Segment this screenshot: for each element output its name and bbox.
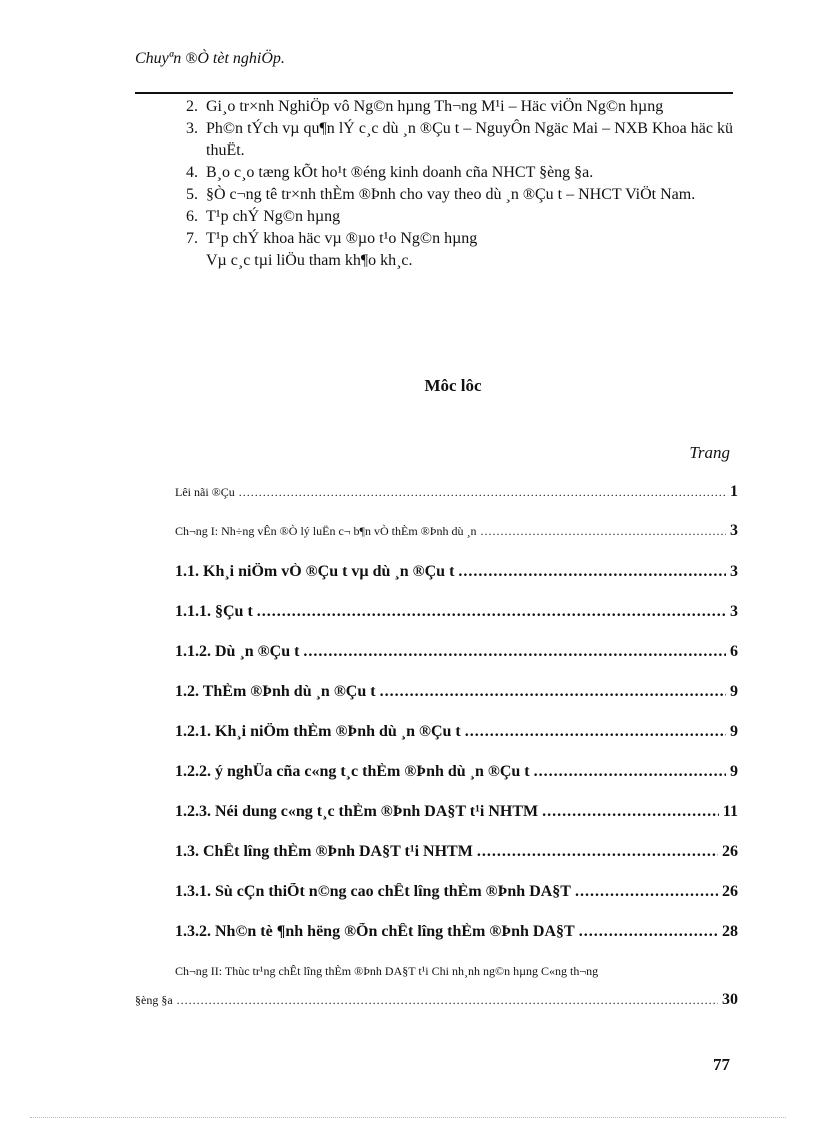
toc-chapter2-title-cont: §èng §a xyxy=(135,993,173,1007)
toc-entry xyxy=(175,683,738,705)
toc-entry-text: 1.3.1. Sù cÇn thiÕt n©ng cao chÊt lîng thÈm ®Þnh DA§T xyxy=(175,883,571,900)
toc-leader-dots xyxy=(579,923,718,941)
toc-entry xyxy=(175,883,738,905)
toc-leader-dots xyxy=(303,643,726,661)
toc-entry-page: 11 xyxy=(722,803,738,820)
toc-entry xyxy=(175,923,738,945)
toc-entry-page: 26 xyxy=(722,843,738,860)
document-header-title: Chuyªn ®Ò tèt nghiÖp. xyxy=(135,50,285,67)
reference-list xyxy=(178,96,733,272)
toc-entry-page: 3 xyxy=(730,603,738,620)
toc-leader-dots xyxy=(465,723,726,741)
reference-item xyxy=(178,118,733,162)
reference-item xyxy=(178,162,733,184)
toc-entry-text: Ch¬ng I: Nh÷ng vÊn ®Ò lý luËn c¬ b¶n vÒ thÈm ®Þnh dù ¸n xyxy=(175,524,477,538)
toc-entry-page: 6 xyxy=(730,643,738,660)
toc-entry xyxy=(175,483,738,505)
toc-chapter2-title: Ch¬ng II: Thùc tr¹ng chÊt lîng thÈm ®Þnh DA§T t¹i Chi nh¸nh ng©n hµng C«ng th¬ng xyxy=(175,964,599,978)
toc-entry-page: 1 xyxy=(730,483,738,500)
toc-entry-page: 30 xyxy=(722,991,738,1008)
reference-number: 5. xyxy=(186,186,198,203)
toc-entry-page: 9 xyxy=(730,683,738,700)
toc-entry xyxy=(175,843,738,865)
toc-leader-dots xyxy=(575,883,718,901)
toc-entry-page: 3 xyxy=(730,563,738,580)
page-number: 77 xyxy=(713,1055,730,1074)
reference-text: B¸o c¸o tæng kÕt ho¹t ®éng kinh doanh cña NHCT §èng §a. xyxy=(206,164,594,181)
toc-leader-dots xyxy=(257,603,726,621)
toc-entry-text: 1.2.1. Kh¸i niÖm thÈm ®Þnh dù ¸n ®Çu t xyxy=(175,723,461,740)
toc-entry-page: 3 xyxy=(730,522,738,539)
toc-entry xyxy=(175,643,738,665)
toc-leader-dots xyxy=(542,803,719,821)
reference-item xyxy=(178,96,733,118)
toc-entry xyxy=(175,803,738,825)
toc-entry-text: Lêi nãi ®Çu xyxy=(175,485,235,499)
reference-extra: Vµ c¸c tµi liÖu tham kh¶o kh¸c. xyxy=(206,252,413,269)
toc-entry-text: 1.1.1. §Çu t xyxy=(175,603,253,620)
toc-entry-page: 9 xyxy=(730,723,738,740)
reference-number: 4. xyxy=(186,164,198,181)
toc-entry xyxy=(175,723,738,745)
reference-text: §Ò c¬ng tê tr×nh thÈm ®Þnh cho vay theo dù ¸n ®Çu t – NHCT ViÖt Nam. xyxy=(206,186,696,203)
toc-entry-page: 28 xyxy=(722,923,738,940)
toc-entry xyxy=(175,563,738,585)
toc-leader-dots xyxy=(534,763,726,781)
header-rule xyxy=(135,92,733,94)
toc-entry xyxy=(175,522,738,544)
reference-text: T¹p chÝ khoa häc vµ ®µo t¹o Ng©n hµng xyxy=(206,230,478,247)
reference-text: T¹p chÝ Ng©n hµng xyxy=(206,208,341,225)
reference-item xyxy=(178,206,733,228)
reference-item xyxy=(178,228,733,250)
toc-leader-dots xyxy=(480,524,726,539)
toc-leader-dots xyxy=(458,563,726,581)
toc-chapter2-continuation xyxy=(135,991,738,1013)
page-bottom-border xyxy=(30,1117,786,1118)
reference-number: 3. xyxy=(186,120,198,137)
toc-page-label: Trang xyxy=(689,443,730,462)
toc-entry-page: 9 xyxy=(730,763,738,780)
reference-item xyxy=(178,184,733,206)
toc-entry xyxy=(175,763,738,785)
toc-leader-dots xyxy=(380,683,726,701)
toc-heading: Môc lôc xyxy=(424,376,482,395)
toc-entry xyxy=(175,603,738,625)
toc-entry-page: 26 xyxy=(722,883,738,900)
reference-text: Ph©n tÝch vµ qu¶n lÝ c¸c dù ¸n ®Çu t – NguyÔn Ngäc Mai – NXB Khoa häc kü thuËt. xyxy=(206,120,733,159)
reference-number: 6. xyxy=(186,208,198,225)
toc-entry-text: 1.2.3. Néi dung c«ng t¸c thÈm ®Þnh DA§T t¹i NHTM xyxy=(175,803,539,820)
reference-text: Gi¸o tr×nh NghiÖp vô Ng©n hµng Th¬ng M¹i – Häc viÖn Ng©n hµng xyxy=(206,98,664,115)
toc-leader-dots xyxy=(477,843,718,861)
toc-entry-text: 1.2.2. ý nghÜa cña c«ng t¸c thÈm ®Þnh dù ¸n ®Çu t xyxy=(175,763,530,780)
toc-leader-dots xyxy=(177,993,718,1008)
reference-number: 2. xyxy=(186,98,198,115)
reference-number: 7. xyxy=(186,230,198,247)
toc-leader-dots xyxy=(239,485,726,500)
toc-entry-text: 1.1.2. Dù ¸n ®Çu t xyxy=(175,643,300,660)
toc-entry-text: 1.1. Kh¸i niÖm vÒ ®Çu t vµ dù ¸n ®Çu t xyxy=(175,563,455,580)
toc-entry-text: 1.3. ChÊt lîng thÈm ®Þnh DA§T t¹i NHTM xyxy=(175,843,473,860)
toc-entry-text: 1.2. ThÈm ®Þnh dù ¸n ®Çu t xyxy=(175,683,376,700)
toc-entry-text: 1.3.2. Nh©n tè ¶nh hëng ®Õn chÊt lîng thÈm ®Þnh DA§T xyxy=(175,923,575,940)
